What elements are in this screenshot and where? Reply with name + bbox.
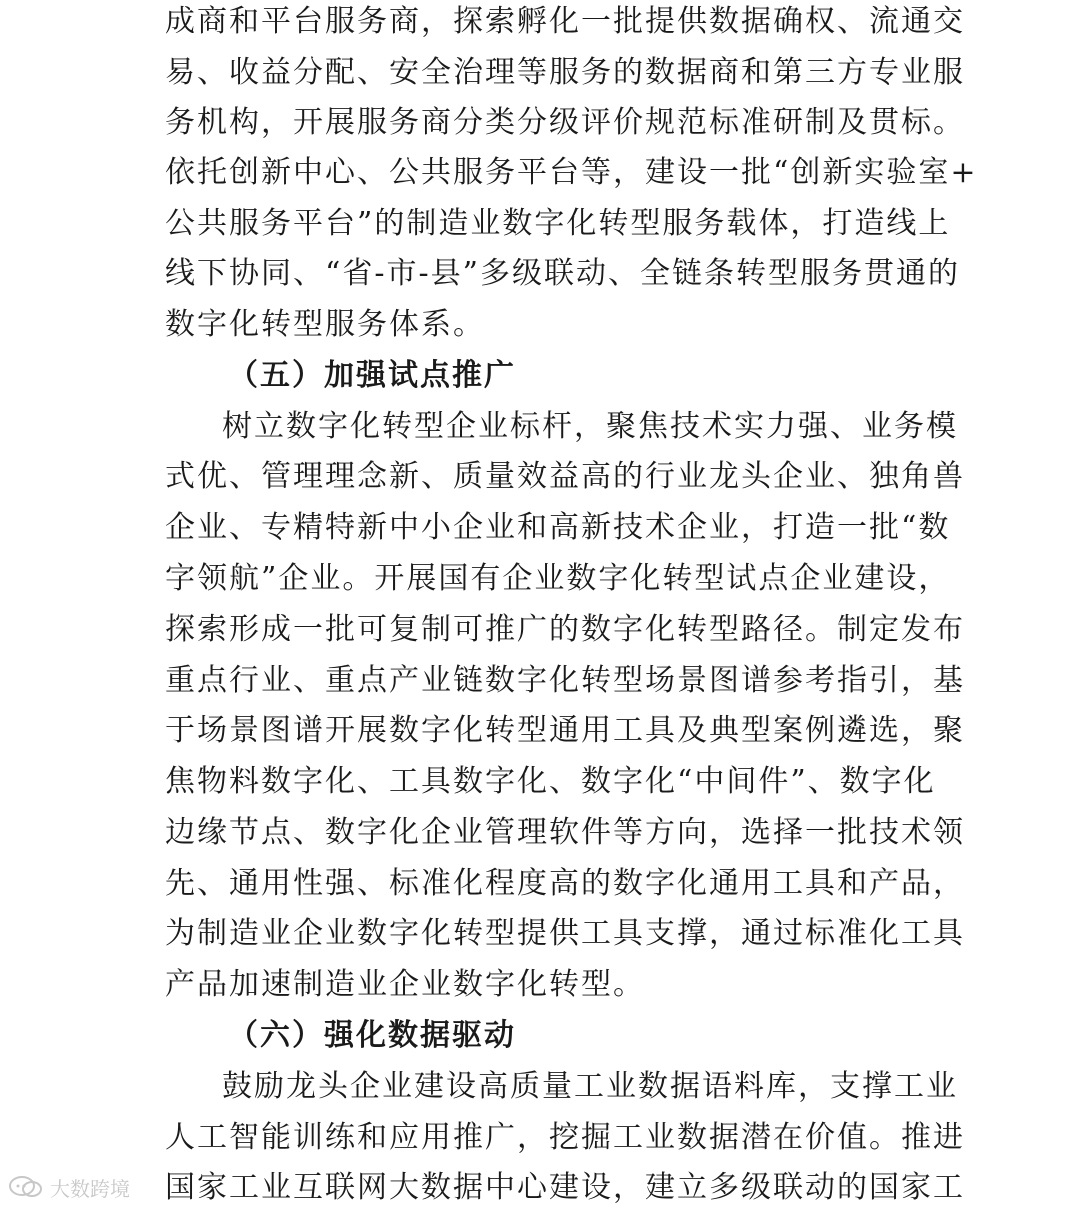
- paragraph-line: 产品加速制造业企业数字化转型。: [165, 967, 645, 1002]
- paragraph-line: 式优、管理理念新、质量效益高的行业龙头企业、独角兽: [165, 459, 965, 494]
- paragraph-line: 焦物料数字化、工具数字化、数字化“中间件”、数字化: [165, 764, 936, 799]
- paragraph-line: 先、通用性强、标准化程度高的数字化通用工具和产品，: [165, 866, 965, 901]
- paragraph-line: 依托创新中心、公共服务平台等，建设一批“创新实验室+: [165, 155, 978, 190]
- paragraph-line: 探索形成一批可复制可推广的数字化转型路径。制定发布: [165, 612, 965, 647]
- section-heading: （五）加强试点推广: [228, 358, 516, 393]
- paragraph-line: 国家工业互联网大数据中心建设，建立多级联动的国家工: [165, 1170, 965, 1205]
- paragraph-line: 树立数字化转型企业标杆，聚焦技术实力强、业务模: [222, 409, 958, 444]
- paragraph-line: 字领航”企业。开展国有企业数字化转型试点企业建设，: [165, 561, 951, 596]
- chat-bubble-logo-icon: [8, 1174, 44, 1200]
- paragraph-line: 为制造业企业数字化转型提供工具支撑，通过标准化工具: [165, 916, 965, 951]
- section-heading: （六）强化数据驱动: [228, 1018, 516, 1053]
- paragraph-line: 线下协同、“省-市-县”多级联动、全链条转型服务贯通的: [165, 256, 960, 291]
- paragraph-line: 公共服务平台”的制造业数字化转型服务载体，打造线上: [165, 206, 951, 241]
- watermark-text: 大数跨境: [50, 1176, 130, 1201]
- paragraph-line: 易、收益分配、安全治理等服务的数据商和第三方专业服: [165, 55, 965, 90]
- paragraph-line: 人工智能训练和应用推广，挖掘工业数据潜在价值。推进: [165, 1120, 965, 1155]
- watermark: [8, 1172, 130, 1202]
- paragraph-line: 数字化转型服务体系。: [165, 307, 485, 342]
- paragraph-line: 务机构，开展服务商分类分级评价规范标准研制及贯标。: [165, 105, 965, 140]
- paragraph-line: 鼓励龙头企业建设高质量工业数据语料库，支撑工业: [222, 1069, 958, 1104]
- paragraph-line: 重点行业、重点产业链数字化转型场景图谱参考指引，基: [165, 663, 965, 698]
- paragraph-line: 成商和平台服务商，探索孵化一批提供数据确权、流通交: [165, 4, 965, 39]
- paragraph-line: 于场景图谱开展数字化转型通用工具及典型案例遴选，聚: [165, 713, 965, 748]
- paragraph-line: 企业、专精特新中小企业和高新技术企业，打造一批“数: [165, 510, 951, 545]
- paragraph-line: 边缘节点、数字化企业管理软件等方向，选择一批技术领: [165, 815, 965, 850]
